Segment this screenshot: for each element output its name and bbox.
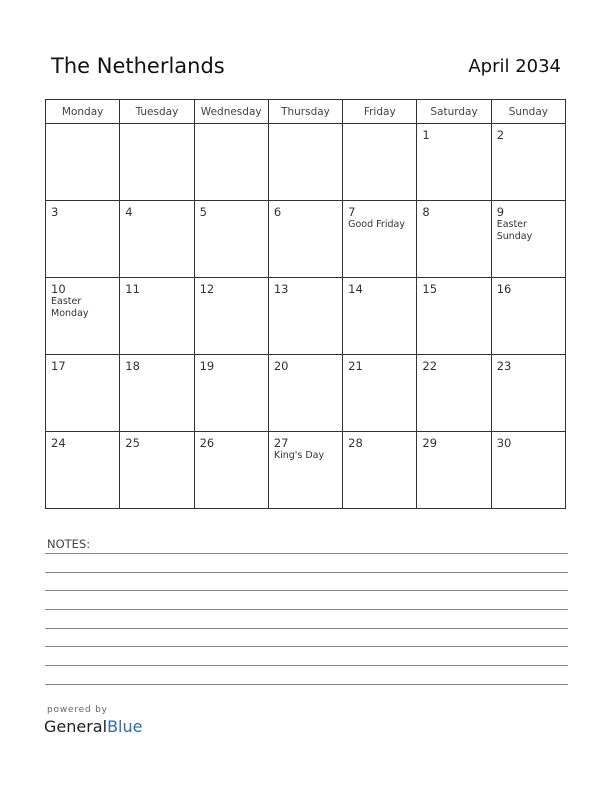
calendar-day-cell — [268, 278, 342, 355]
calendar-day-cell — [46, 278, 120, 355]
weekday-header: Saturday — [417, 100, 491, 124]
holiday-label: Good Friday — [348, 219, 405, 230]
calendar-day-cell — [46, 432, 120, 509]
day-number: 16 — [496, 282, 512, 296]
calendar-day-cell — [46, 201, 120, 278]
calendar-day-cell — [120, 124, 194, 201]
day-number: 24 — [51, 436, 66, 450]
day-number: 21 — [348, 359, 363, 373]
calendar-country-title: The Netherlands — [51, 54, 225, 78]
notes-line — [45, 684, 568, 685]
calendar-day-cell — [343, 355, 417, 432]
notes-line — [45, 553, 568, 554]
notes-line — [45, 628, 568, 629]
calendar-day-cell — [268, 201, 342, 278]
calendar-day-cell — [268, 355, 342, 432]
calendar-day-cell — [46, 124, 120, 201]
calendar-grid — [45, 99, 566, 509]
weekday-header: Wednesday — [194, 100, 268, 124]
day-number: 5 — [199, 205, 207, 219]
calendar-day-cell — [194, 355, 268, 432]
day-number: 28 — [348, 436, 363, 450]
notes-line — [45, 646, 568, 647]
day-number: 3 — [51, 205, 59, 219]
calendar-day-cell — [417, 124, 491, 201]
notes-line — [45, 590, 568, 591]
notes-line — [45, 609, 568, 610]
calendar-month-title: April 2034 — [468, 56, 561, 77]
holiday-label: King's Day — [273, 450, 325, 461]
day-number: 23 — [496, 359, 512, 373]
day-number: 15 — [422, 282, 438, 296]
weekday-header-row — [46, 100, 566, 124]
day-number: 10 — [51, 282, 66, 296]
holiday-label: Easter Sunday — [496, 219, 533, 242]
weekday-header: Thursday — [268, 100, 342, 124]
day-number: 27 — [273, 436, 289, 450]
calendar-day-cell — [268, 124, 342, 201]
day-number: 1 — [422, 128, 430, 142]
calendar-day-cell — [343, 201, 417, 278]
day-number: 11 — [125, 282, 140, 296]
day-number: 18 — [125, 359, 140, 373]
weekday-header: Sunday — [491, 100, 565, 124]
calendar-day-cell — [491, 201, 565, 278]
notes-line — [45, 572, 568, 573]
calendar-day-cell — [194, 432, 268, 509]
calendar-day-cell — [343, 278, 417, 355]
calendar-day-cell — [268, 432, 342, 509]
holiday-label: Easter Monday — [51, 296, 89, 319]
calendar-day-cell — [491, 432, 565, 509]
day-number: 14 — [348, 282, 363, 296]
calendar-week-row — [46, 355, 566, 432]
calendar-week-row — [46, 201, 566, 278]
brand-logo[interactable] — [44, 717, 142, 736]
calendar-day-cell — [120, 201, 194, 278]
calendar-day-cell — [417, 432, 491, 509]
day-number: 17 — [51, 359, 66, 373]
day-number: 2 — [496, 128, 505, 142]
brand-general-text: General — [44, 717, 108, 736]
calendar-day-cell — [343, 432, 417, 509]
calendar-week-row — [46, 278, 566, 355]
calendar-day-cell — [120, 278, 194, 355]
day-number: 19 — [199, 359, 215, 373]
calendar-day-cell — [491, 124, 565, 201]
calendar-day-cell — [417, 278, 491, 355]
weekday-header: Tuesday — [120, 100, 194, 124]
calendar-day-cell — [194, 124, 268, 201]
day-number: 7 — [348, 205, 356, 219]
calendar-day-cell — [417, 201, 491, 278]
calendar-week-row — [46, 432, 566, 509]
notes-line — [45, 665, 568, 666]
calendar-day-cell — [343, 124, 417, 201]
day-number: 8 — [422, 205, 430, 219]
day-number: 22 — [422, 359, 438, 373]
calendar-day-cell — [46, 355, 120, 432]
day-number: 26 — [199, 436, 215, 450]
day-number: 29 — [422, 436, 438, 450]
calendar-day-cell — [491, 278, 565, 355]
calendar-day-cell — [120, 432, 194, 509]
day-number: 25 — [125, 436, 140, 450]
day-number: 6 — [273, 205, 282, 219]
calendar-day-cell — [120, 355, 194, 432]
notes-label: NOTES: — [47, 537, 91, 551]
day-number: 4 — [125, 205, 133, 219]
day-number: 30 — [496, 436, 512, 450]
powered-by-text: powered by — [47, 705, 108, 715]
weekday-header: Friday — [343, 100, 417, 124]
calendar-day-cell — [194, 278, 268, 355]
calendar-day-cell — [194, 201, 268, 278]
weekday-header: Monday — [46, 100, 120, 124]
calendar-week-row — [46, 124, 566, 201]
day-number: 13 — [273, 282, 289, 296]
calendar-day-cell — [491, 355, 565, 432]
day-number: 20 — [273, 359, 289, 373]
day-number: 12 — [199, 282, 215, 296]
brand-blue-text: Blue — [107, 717, 143, 736]
calendar-day-cell — [417, 355, 491, 432]
day-number: 9 — [496, 205, 505, 219]
